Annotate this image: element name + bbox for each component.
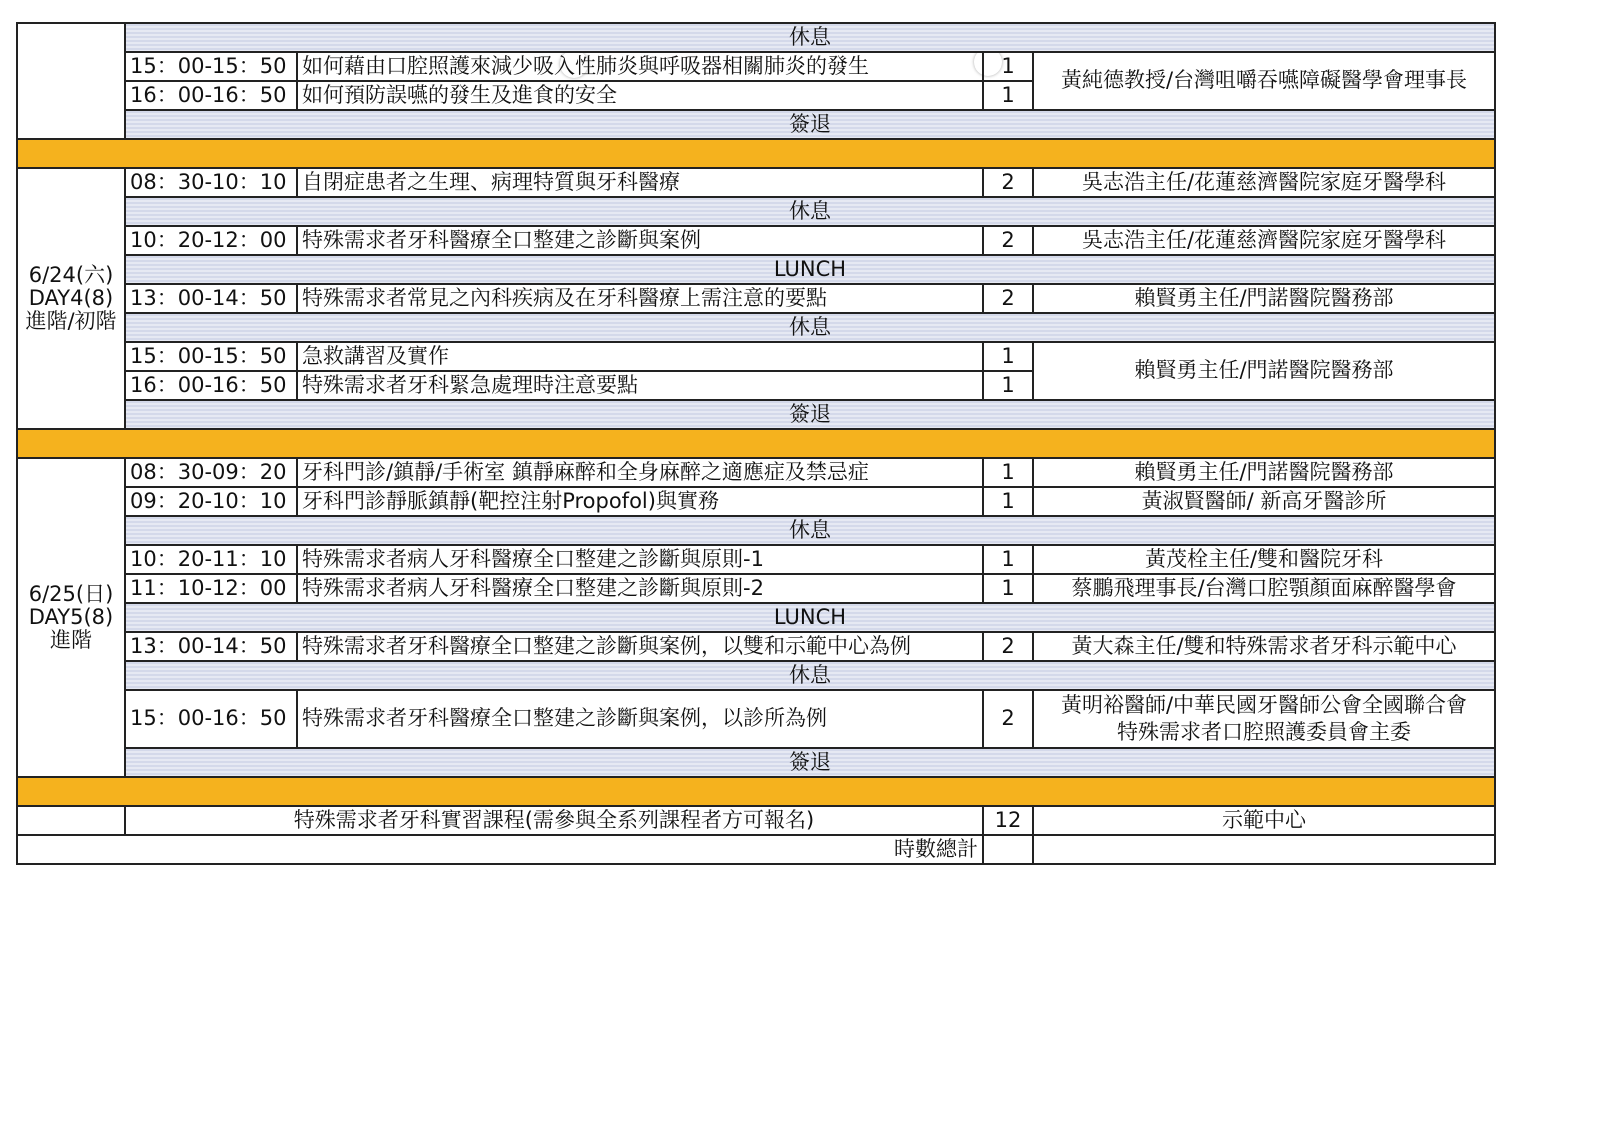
- topic-cell: 特殊需求者病人牙科醫療全口整建之診斷與原則-1: [297, 545, 983, 574]
- hours-cell: 1: [983, 545, 1033, 574]
- topic-cell: 如何預防誤嚥的發生及進食的安全: [297, 81, 983, 110]
- table-row: [17, 574, 1495, 603]
- topic-cell: 牙科門診/鎮靜/手術室 鎮靜麻醉和全身麻醉之適應症及禁忌症: [297, 458, 983, 487]
- speaker-cell: 蔡鵬飛理事長/台灣口腔顎顏面麻醉醫學會: [1033, 574, 1495, 603]
- break-band: 休息: [125, 661, 1495, 690]
- time-cell: 10：20-11：10: [125, 545, 297, 574]
- speaker-cell: 吳志浩主任/花蓮慈濟醫院家庭牙醫學科: [1033, 226, 1495, 255]
- signout-band: 簽退: [125, 748, 1495, 777]
- time-cell: 11：10-12：00: [125, 574, 297, 603]
- day-date: 6/24(六): [28, 262, 114, 287]
- practicum-title: 特殊需求者牙科實習課程(需參與全系列課程者方可報名): [125, 806, 983, 835]
- hours-cell: 1: [983, 458, 1033, 487]
- day-level: 進階: [50, 628, 92, 653]
- total-hours-value: [983, 835, 1033, 864]
- total-row: [17, 835, 1495, 864]
- hours-cell: 2: [983, 226, 1033, 255]
- speaker-cell: 黃茂栓主任/雙和醫院牙科: [1033, 545, 1495, 574]
- day5-section: [17, 458, 1495, 777]
- topic-cell: 牙科門診靜脈鎮靜(靶控注射Propofol)與實務: [297, 487, 983, 516]
- hours-cell: 1: [983, 487, 1033, 516]
- day5-label-cell: [17, 458, 125, 777]
- separator: [17, 777, 1495, 806]
- time-cell: 13：00-14：50: [125, 284, 297, 313]
- hours-cell: 1: [983, 371, 1033, 400]
- table-row: [17, 690, 1495, 748]
- separator: [17, 139, 1495, 168]
- table-row: [17, 52, 1495, 81]
- speaker-cell: 賴賢勇主任/門諾醫院醫務部: [1033, 342, 1495, 400]
- time-cell: 15：00-15：50: [125, 52, 297, 81]
- topic-cell: 特殊需求者病人牙科醫療全口整建之診斷與原則-2: [297, 574, 983, 603]
- table-row: [17, 168, 1495, 197]
- topic-cell: 如何藉由口腔照護來減少吸入性肺炎與呼吸器相關肺炎的發生: [297, 52, 983, 81]
- hours-cell: 2: [983, 690, 1033, 748]
- signout-band: 簽退: [125, 110, 1495, 139]
- speaker-cell: 賴賢勇主任/門諾醫院醫務部: [1033, 284, 1495, 313]
- table-row: [17, 487, 1495, 516]
- topic-cell: 特殊需求者牙科醫療全口整建之診斷與案例，以診所為例: [297, 690, 983, 748]
- topic-cell: 特殊需求者牙科醫療全口整建之診斷與案例，以雙和示範中心為例: [297, 632, 983, 661]
- speaker-cell: 黃大森主任/雙和特殊需求者牙科示範中心: [1033, 632, 1495, 661]
- topic-cell: 特殊需求者常見之內科疾病及在牙科醫療上需注意的要點: [297, 284, 983, 313]
- day-level: 進階/初階: [25, 309, 117, 334]
- time-cell: 09：20-10：10: [125, 487, 297, 516]
- hours-cell: 1: [983, 574, 1033, 603]
- total-note: [1033, 835, 1495, 864]
- day-number: DAY5(8): [28, 604, 114, 629]
- day-date: 6/25(日): [28, 581, 114, 606]
- time-cell: 16：00-16：50: [125, 371, 297, 400]
- time-cell: 08：30-09：20: [125, 458, 297, 487]
- hours-cell: 2: [983, 284, 1033, 313]
- table-row: [17, 458, 1495, 487]
- day3-label-cell: [17, 23, 125, 139]
- topic-cell: 特殊需求者牙科醫療全口整建之診斷與案例: [297, 226, 983, 255]
- practicum-row: [17, 806, 1495, 835]
- lunch-band: LUNCH: [125, 603, 1495, 632]
- time-cell: 16：00-16：50: [125, 81, 297, 110]
- hours-cell: 2: [983, 168, 1033, 197]
- table-row: [17, 284, 1495, 313]
- hours-cell: 1: [983, 342, 1033, 371]
- break-band: 休息: [125, 23, 1495, 52]
- signout-band: 簽退: [125, 400, 1495, 429]
- day-separator-bar: [17, 429, 1495, 458]
- table-row: [17, 342, 1495, 371]
- day-separator-bar: [17, 139, 1495, 168]
- break-band: 休息: [125, 516, 1495, 545]
- hours-cell: 1: [983, 52, 1033, 81]
- empty-cell: [17, 806, 125, 835]
- practicum-hours: 12: [983, 806, 1033, 835]
- break-band: 休息: [125, 197, 1495, 226]
- topic-cell: 急救講習及實作: [297, 342, 983, 371]
- speaker-cell: 吳志浩主任/花蓮慈濟醫院家庭牙醫學科: [1033, 168, 1495, 197]
- break-band: 休息: [125, 313, 1495, 342]
- topic-cell: 特殊需求者牙科緊急處理時注意要點: [297, 371, 983, 400]
- speaker-cell: 黃淑賢醫師/ 新高牙醫診所: [1033, 487, 1495, 516]
- day4-section: [17, 168, 1495, 429]
- lunch-band: LUNCH: [125, 255, 1495, 284]
- band-row: [17, 110, 1495, 139]
- footer-section: [17, 806, 1495, 864]
- speaker-line: 黃明裕醫師/中華民國牙醫師公會全國聯合會: [1060, 692, 1468, 717]
- time-cell: 13：00-14：50: [125, 632, 297, 661]
- speaker-cell: [1033, 690, 1495, 748]
- time-cell: 15：00-15：50: [125, 342, 297, 371]
- day-separator-bar: [17, 777, 1495, 806]
- table-row: [17, 632, 1495, 661]
- speaker-cell: 賴賢勇主任/門諾醫院醫務部: [1033, 458, 1495, 487]
- table-row: [17, 545, 1495, 574]
- hours-cell: 1: [983, 81, 1033, 110]
- day4-label-cell: [17, 168, 125, 429]
- table-row: [17, 226, 1495, 255]
- separator: [17, 429, 1495, 458]
- practicum-location: 示範中心: [1033, 806, 1495, 835]
- speaker-cell: 黃純德教授/台灣咀嚼吞嚥障礙醫學會理事長: [1033, 52, 1495, 110]
- course-schedule-table: [16, 22, 1496, 865]
- band-row: [17, 23, 1495, 52]
- time-cell: 08：30-10：10: [125, 168, 297, 197]
- topic-cell: 自閉症患者之生理、病理特質與牙科醫療: [297, 168, 983, 197]
- speaker-line: 特殊需求者口腔照護委員會主委: [1117, 720, 1411, 744]
- day-number: DAY4(8): [28, 285, 114, 310]
- day3-section: [17, 23, 1495, 139]
- total-hours-label: 時數總計: [17, 835, 983, 864]
- hours-cell: 2: [983, 632, 1033, 661]
- time-cell: 15：00-16：50: [125, 690, 297, 748]
- time-cell: 10：20-12：00: [125, 226, 297, 255]
